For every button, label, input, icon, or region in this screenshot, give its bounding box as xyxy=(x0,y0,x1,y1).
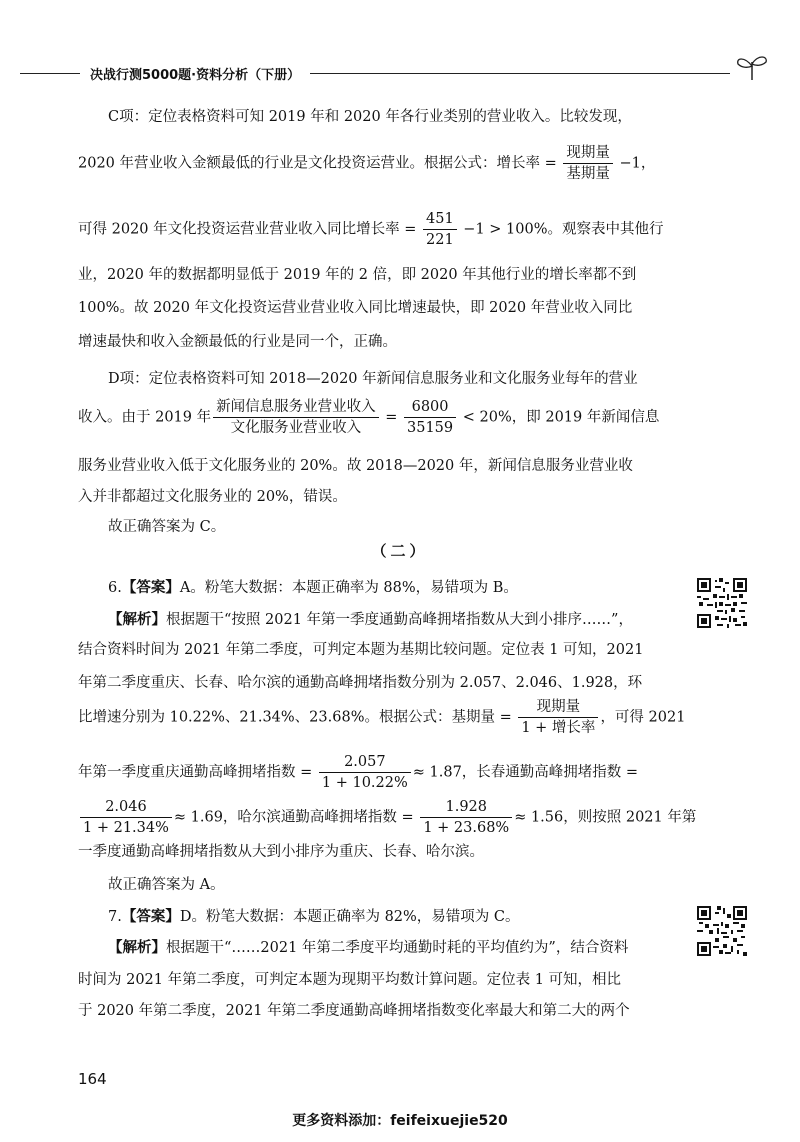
q6-analysis-line-2: 结合资料时间为 2021 年第二季度，可判定本题为基期比较问题。定位表 1 可知，2021 xyxy=(78,642,644,658)
fraction-denominator: 1 + 23.68% xyxy=(423,820,510,836)
harbin-fraction xyxy=(420,797,512,838)
fraction-numerator: 现期量 xyxy=(563,143,613,164)
base-period-formula xyxy=(518,697,598,738)
fraction-numerator: 1.928 xyxy=(420,797,512,818)
c-item-line-2 xyxy=(78,143,678,184)
d-item-line-4: 入并非都超过文化服务业的 20%，错误。 xyxy=(78,489,347,505)
analysis-text: 根据题干“……2021 年第二季度平均通勤时耗的平均值约为”，结合资料 xyxy=(166,940,629,956)
footer-prefix: 更多资料添加： xyxy=(292,1113,391,1129)
q6-line-5-text: 年第一季度重庆通勤高峰拥堵指数 = xyxy=(78,764,317,781)
chongqing-fraction xyxy=(319,752,411,793)
c-item-line-3-text: 可得 2020 年文化投资运营业营业收入同比增长率 = xyxy=(78,221,421,238)
qr-code-icon[interactable] xyxy=(697,906,747,956)
fraction-numerator: 451 xyxy=(423,209,457,230)
answer-label: 【答案】 xyxy=(121,579,180,596)
question-number: 7. xyxy=(108,909,122,925)
fraction-denominator: 基期量 xyxy=(566,166,610,182)
equals-sign: = xyxy=(380,409,402,426)
q6-analysis-line-7: 一季度通勤高峰拥堵指数从大到小排序为重庆、长春、哈尔滨。 xyxy=(78,844,484,860)
fraction-numerator: 2.046 xyxy=(80,797,172,818)
q7-answer xyxy=(108,906,708,928)
fraction-numerator: 6800 xyxy=(404,397,456,418)
c-item-line-1: C项：定位表格资料可知 2019 年和 2020 年各行业类别的营业收入。比较发现， xyxy=(108,109,632,125)
c-item-line-3 xyxy=(78,209,678,250)
qr-code-icon[interactable] xyxy=(697,578,747,628)
answer-label: 【答案】 xyxy=(121,908,180,925)
d-item-line-3: 服务业营业收入低于文化服务业的 20%。故 2018—2020 年，新闻信息服务业营业收 xyxy=(78,458,633,474)
q6-line-5-tail: ≈ 1.87，长春通勤高峰拥堵指数 = xyxy=(412,764,639,781)
q7-analysis-line-1 xyxy=(108,937,708,959)
section-title: （二） xyxy=(371,542,429,560)
changchun-fraction xyxy=(80,797,172,838)
analysis-text: 根据题干“按照 2021 年第一季度通勤高峰拥堵指数从大到小排序……”， xyxy=(166,612,633,628)
q6-analysis-line-5 xyxy=(78,752,678,793)
answer-text: A。粉笔大数据：本题正确率为 88%，易错项为 B。 xyxy=(179,580,518,596)
ratio-label-fraction xyxy=(213,397,379,438)
growth-calc-fraction xyxy=(423,209,457,250)
fraction-denominator: 文化服务业营业收入 xyxy=(230,420,362,436)
c-item-line-2-tail: −1， xyxy=(614,155,656,172)
q6-line-6-tail: ≈ 1.56，则按照 2021 年第 xyxy=(514,809,697,826)
header-rule-left xyxy=(20,73,80,74)
growth-rate-formula xyxy=(563,143,613,184)
fraction-denominator: 221 xyxy=(426,232,454,248)
c-item-line-5: 100%。故 2020 年文化投资运营业营业收入同比增速最快，即 2020 年营业收入同比 xyxy=(78,300,633,316)
page-number: 164 xyxy=(78,1070,107,1088)
q6-answer xyxy=(108,577,708,599)
fraction-denominator: 1 + 21.34% xyxy=(83,820,169,836)
ratio-value-fraction xyxy=(404,397,456,438)
q7-analysis-line-2: 时间为 2021 年第二季度，可判定本题为现期平均数计算问题。定位表 1 可知，相比 xyxy=(78,972,622,988)
header-title: 决战行测5000题·资料分析（下册） xyxy=(90,68,301,83)
c-item-line-2-text: 2020 年营业收入金额最低的行业是文化投资运营业。根据公式：增长率 = xyxy=(78,155,562,172)
footer-handle: feifeixuejie520 xyxy=(390,1113,508,1129)
q6-analysis-line-1 xyxy=(108,609,708,631)
running-header xyxy=(10,62,790,86)
c-item-line-3-tail: −1 > 100%。观察表中其他行 xyxy=(458,221,664,238)
question-number: 6. xyxy=(108,580,122,596)
q7-analysis-line-3: 于 2020 年第二季度，2021 年第二季度通勤高峰拥堵指数变化率最大和第二大的两个 xyxy=(78,1003,630,1019)
fraction-numerator: 2.057 xyxy=(319,752,411,773)
sprout-icon xyxy=(732,52,772,82)
q6-analysis-line-4 xyxy=(78,697,686,738)
d-item-line-1: D项：定位表格资料可知 2018—2020 年新闻信息服务业和文化服务业每年的营业 xyxy=(108,371,638,387)
d-item-line-2-text: 收入。由于 2019 年 xyxy=(78,409,212,426)
fraction-denominator: 1 + 10.22% xyxy=(321,775,408,791)
q6-line-4-tail: ，可得 2021 xyxy=(600,709,686,726)
fraction-numerator: 现期量 xyxy=(518,697,598,718)
fraction-denominator: 35159 xyxy=(407,420,454,436)
footer-contact xyxy=(0,1110,800,1130)
analysis-label: 【解析】 xyxy=(108,611,166,628)
fraction-denominator: 1 + 增长率 xyxy=(521,720,596,736)
analysis-label: 【解析】 xyxy=(108,939,166,956)
q6-line-6-mid: ≈ 1.69，哈尔滨通勤高峰拥堵指数 = xyxy=(173,809,419,826)
conclusion-c: 故正确答案为 C。 xyxy=(108,519,226,535)
answer-text: D。粉笔大数据：本题正确率为 82%，易错项为 C。 xyxy=(179,909,520,925)
fraction-numerator: 新闻信息服务业营业收入 xyxy=(213,397,379,418)
header-rule-right xyxy=(310,73,730,74)
c-item-line-4: 业，2020 年的数据都明显低于 2019 年的 2 倍，即 2020 年其他行业的增长率都不到 xyxy=(78,267,637,283)
d-item-line-2 xyxy=(78,397,678,438)
q6-line-4-text: 比增速分别为 10.22%、21.34%、23.68%。根据公式：基期量 = xyxy=(78,709,517,726)
q6-analysis-line-3: 年第二季度重庆、长春、哈尔滨的通勤高峰拥堵指数分别为 2.057、2.046、1.928，环 xyxy=(78,675,643,691)
q6-analysis-line-6 xyxy=(78,797,697,838)
d-item-line-2-tail: < 20%，即 2019 年新闻信息 xyxy=(458,409,660,426)
conclusion-a: 故正确答案为 A。 xyxy=(108,877,225,893)
c-item-line-6: 增速最快和收入金额最低的行业是同一个，正确。 xyxy=(78,334,397,350)
